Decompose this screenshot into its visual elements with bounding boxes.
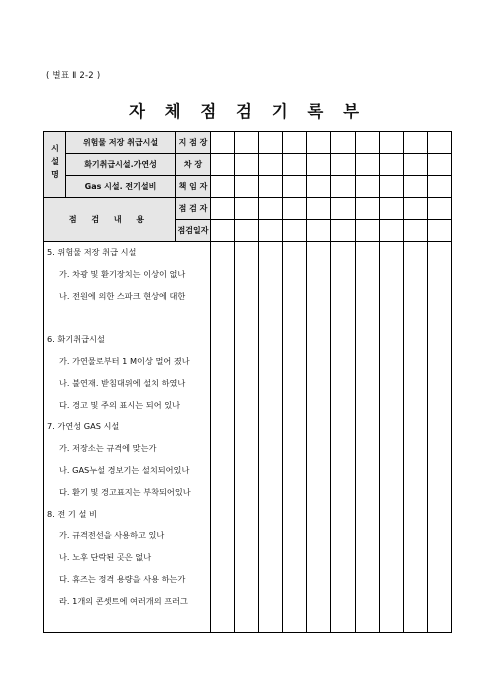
signature-cell[interactable] (427, 154, 451, 176)
inspector-cell[interactable] (235, 198, 259, 220)
inspection-date-role: 점검일자 (176, 220, 211, 242)
inspector-cell[interactable] (427, 198, 451, 220)
check-column[interactable] (403, 242, 427, 633)
approval-role-deputy-manager: 차 장 (176, 154, 211, 176)
signature-cell[interactable] (331, 176, 355, 198)
checklist-items-cell (44, 242, 211, 633)
check-item: 가. 가연물로부터 1 M이상 멀어 졌나 (59, 355, 190, 366)
inspector-cell[interactable] (211, 198, 235, 220)
check-column[interactable] (235, 242, 259, 633)
check-item: 라. 1개의 콘셋트에 여러개의 프러그 (59, 595, 188, 606)
inspector-cell[interactable] (331, 198, 355, 220)
signature-cell[interactable] (307, 176, 331, 198)
signature-cell[interactable] (211, 154, 235, 176)
check-column[interactable] (427, 242, 451, 633)
facility-name-1: 위험물 저장 취급시설 (66, 132, 176, 154)
checklist-row (44, 242, 452, 633)
facility-label-cell (44, 132, 66, 198)
check-item: 다. 휴즈는 정격 용량을 사용 하는가 (59, 573, 186, 584)
inspector-cell[interactable] (379, 198, 403, 220)
signature-cell[interactable] (259, 154, 283, 176)
signature-cell[interactable] (355, 176, 379, 198)
signature-cell[interactable] (379, 154, 403, 176)
signature-cell[interactable] (403, 154, 427, 176)
inspector-cell[interactable] (355, 198, 379, 220)
signature-cell[interactable] (283, 154, 307, 176)
approval-role-person-in-charge: 책 임 자 (176, 176, 211, 198)
date-cell[interactable] (379, 220, 403, 242)
check-item: 가. 차광 및 환기장치는 이상이 없나 (59, 268, 186, 279)
signature-cell[interactable] (403, 132, 427, 154)
signature-cell[interactable] (211, 132, 235, 154)
facility-label: 시설명 (50, 144, 60, 183)
signature-cell[interactable] (283, 132, 307, 154)
spacer (44, 307, 210, 329)
check-item: 가. 규격전선을 사용하고 있나 (59, 530, 165, 541)
section-title: 8. 전 기 설 비 (47, 508, 97, 519)
signature-cell[interactable] (259, 176, 283, 198)
date-cell[interactable] (235, 220, 259, 242)
date-cell[interactable] (211, 220, 235, 242)
date-cell[interactable] (331, 220, 355, 242)
signature-cell[interactable] (307, 132, 331, 154)
check-item: 다. 환기 및 경고표지는 부착되어있나 (59, 486, 191, 497)
check-column[interactable] (211, 242, 235, 633)
check-column[interactable] (379, 242, 403, 633)
inspector-cell[interactable] (403, 198, 427, 220)
facility-row-1 (44, 132, 452, 154)
signature-cell[interactable] (331, 132, 355, 154)
check-item: 나. 전원에 의한 스파크 현상에 대한 (59, 290, 186, 301)
inspector-role: 점 검 자 (176, 198, 211, 220)
check-column[interactable] (331, 242, 355, 633)
date-cell[interactable] (403, 220, 427, 242)
signature-cell[interactable] (235, 176, 259, 198)
date-cell[interactable] (355, 220, 379, 242)
check-item: 가. 저장소는 규격에 맞는가 (59, 443, 157, 454)
inspection-content-header (44, 198, 176, 242)
section-title: 6. 화기취급시설 (47, 334, 105, 345)
date-cell[interactable] (259, 220, 283, 242)
date-cell[interactable] (427, 220, 451, 242)
signature-cell[interactable] (259, 132, 283, 154)
facility-name-2: 화기취급시설.가연성 (66, 154, 176, 176)
signature-cell[interactable] (235, 132, 259, 154)
check-column[interactable] (307, 242, 331, 633)
date-cell[interactable] (307, 220, 331, 242)
signature-cell[interactable] (235, 154, 259, 176)
signature-cell[interactable] (355, 132, 379, 154)
inspector-row (44, 198, 452, 220)
check-column[interactable] (259, 242, 283, 633)
section-title: 7. 가연성 GAS 시설 (47, 421, 120, 432)
signature-cell[interactable] (379, 176, 403, 198)
check-item: 나. GAS누설 경보기는 설치되어있나 (59, 464, 190, 475)
inspection-log-table (43, 131, 452, 633)
signature-cell[interactable] (427, 176, 451, 198)
signature-cell[interactable] (355, 154, 379, 176)
signature-cell[interactable] (379, 132, 403, 154)
facility-row-2 (44, 154, 452, 176)
facility-name-3: Gas 시설. 전기설비 (66, 176, 176, 198)
form-title: 자 체 점 검 기 록 부 (128, 102, 367, 121)
check-column[interactable] (283, 242, 307, 633)
signature-cell[interactable] (403, 176, 427, 198)
date-cell[interactable] (283, 220, 307, 242)
form-reference: ( 별표 Ⅱ 2-2 ) (46, 71, 101, 81)
inspector-cell[interactable] (283, 198, 307, 220)
check-column[interactable] (355, 242, 379, 633)
inspection-content-label: 점 검 내 용 (68, 214, 151, 224)
signature-cell[interactable] (283, 176, 307, 198)
inspector-cell[interactable] (259, 198, 283, 220)
approval-role-branch-manager: 지 점 장 (176, 132, 211, 154)
signature-cell[interactable] (211, 176, 235, 198)
signature-cell[interactable] (427, 132, 451, 154)
section-title: 5. 위험물 저장 취급 시설 (47, 247, 137, 257)
facility-row-3 (44, 176, 452, 198)
inspector-cell[interactable] (307, 198, 331, 220)
signature-cell[interactable] (331, 154, 355, 176)
check-item: 나. 노후 단락된 곳은 없나 (59, 552, 152, 563)
check-item: 나. 불연재. 받침대위에 설치 하였나 (59, 377, 186, 388)
signature-cell[interactable] (307, 154, 331, 176)
check-item: 다. 경고 및 주의 표시는 되어 있나 (59, 399, 181, 410)
